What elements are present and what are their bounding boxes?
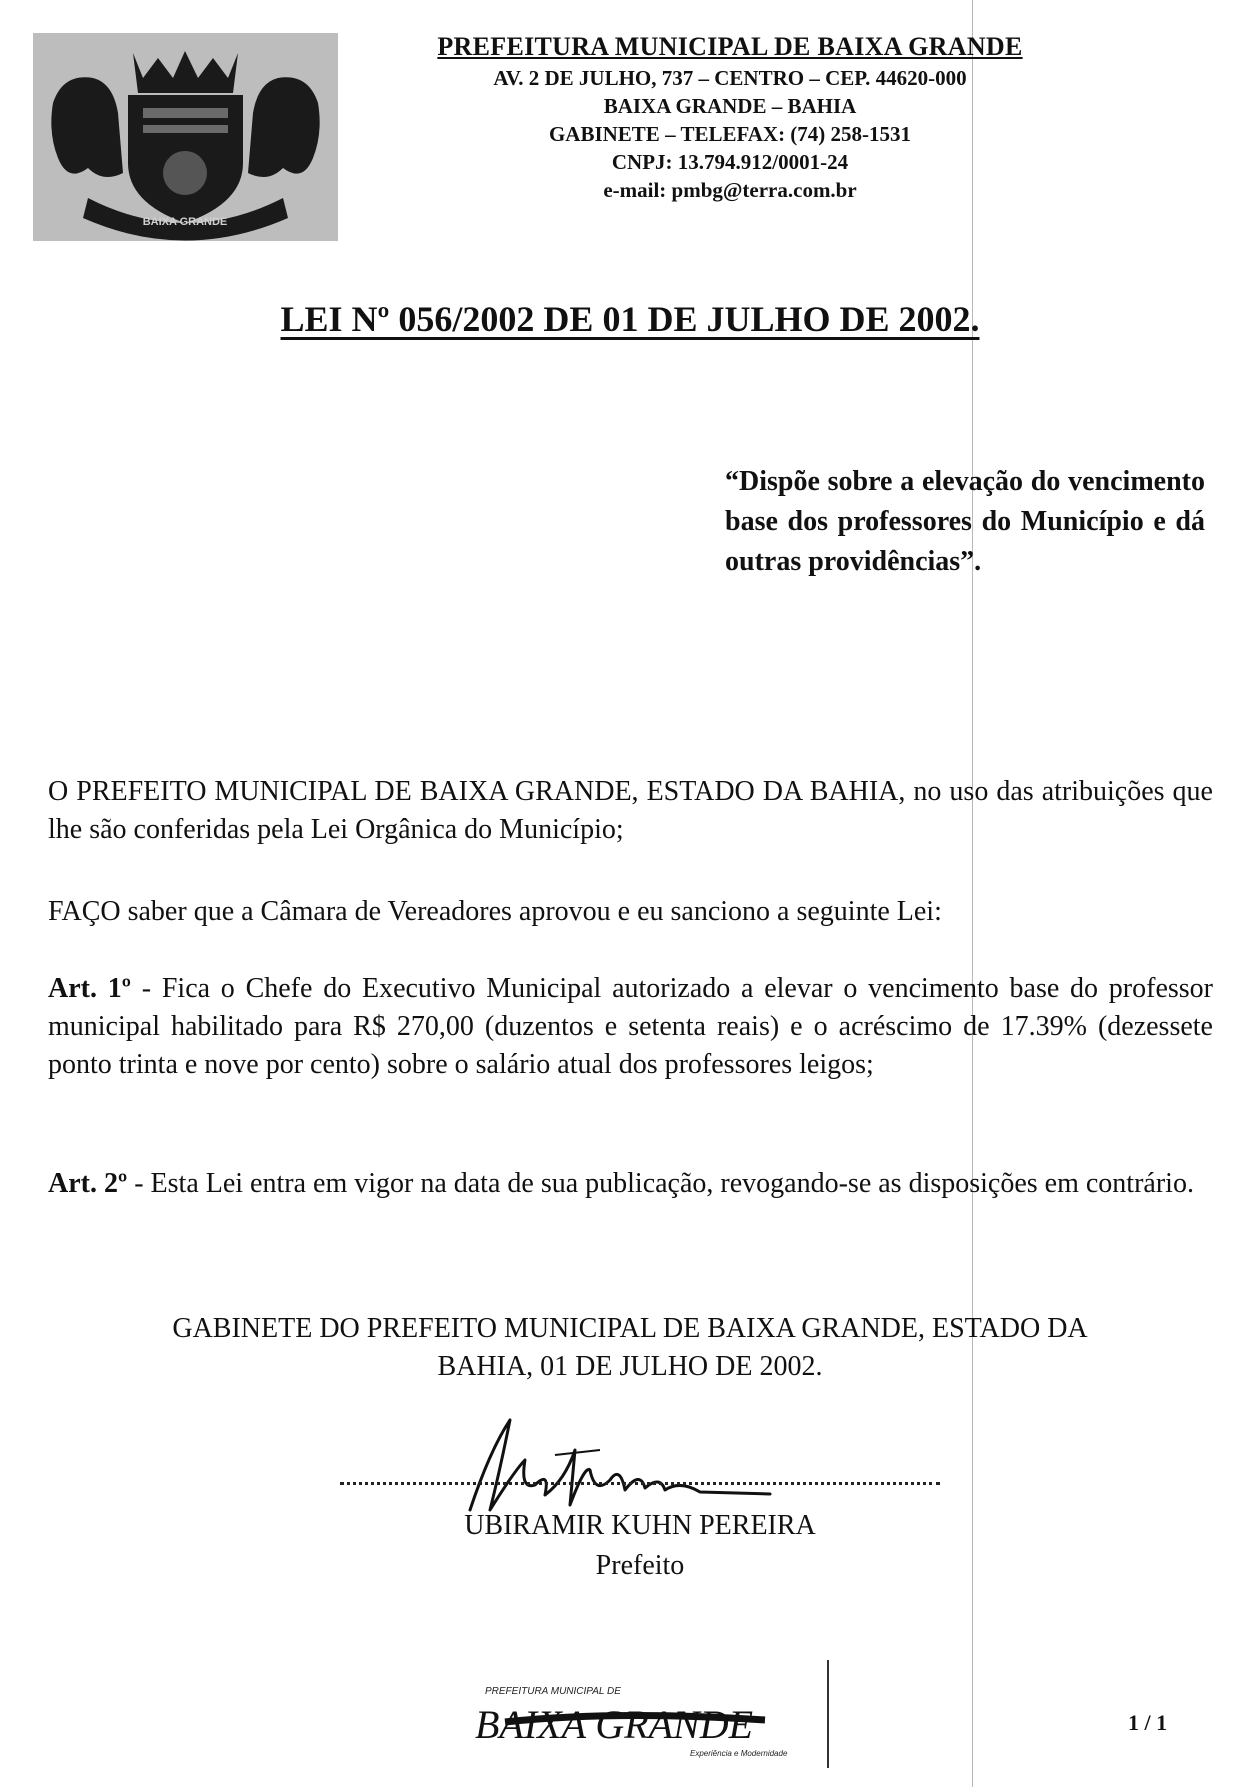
cnpj-line: CNPJ: 13.794.912/0001-24: [611, 150, 849, 174]
closing-line-2: BAHIA, 01 DE JULHO DE 2002.: [437, 1351, 823, 1382]
enactment-paragraph: FAÇO saber que a Câmara de Vereadores aprovou e eu sanciono a seguinte Lei:: [48, 896, 942, 927]
footer-divider: [827, 1660, 829, 1768]
article-1-text: - Fica o Chefe do Executivo Municipal autorizado a elevar o vencimento base do professor municipal habilitado para R$ 270,00 (duzentos e setenta reais) e o acréscimo de 17.39% (dezessete ponto trinta e nove por cento) sobre o salário atual dos professores leigos;: [48, 973, 1213, 1080]
article-2-label: Art. 2º: [48, 1168, 128, 1199]
article-2: [48, 1165, 1213, 1203]
footer-logo: [465, 1680, 805, 1770]
article-2-text: - Esta Lei entra em vigor na data de sua publicação, revogando-se as disposições em contrário.: [127, 1168, 1194, 1199]
article-1-label: Art. 1º: [48, 973, 131, 1004]
handwritten-signature: [340, 1410, 940, 1520]
email-line: e-mail: pmbg@terra.com.br: [603, 178, 857, 202]
letterhead: [380, 30, 1080, 204]
organization-name: PREFEITURA MUNICIPAL DE BAIXA GRANDE: [437, 32, 1023, 61]
article-1: [48, 970, 1213, 1084]
signatory-role: Prefeito: [595, 1550, 685, 1581]
signatory-name: UBIRAMIR KUHN PEREIRA: [464, 1510, 816, 1541]
emblem-ribbon-text: BAIXA GRANDE: [142, 216, 228, 228]
footer-logo-top-text: PREFEITURA MUNICIPAL DE: [485, 1686, 621, 1697]
footer-logo-tagline: Experiência e Modernidade: [690, 1749, 788, 1758]
phone-line: GABINETE – TELEFAX: (74) 258-1531: [548, 122, 912, 146]
footer-logo-main-text: BAIXA GRANDE: [475, 1702, 754, 1747]
intro-paragraph: O PREFEITO MUNICIPAL DE BAIXA GRANDE, ESTADO DA BAHIA, no uso das atribuições que lhe são conferidas pela Lei Orgânica do Município;: [48, 776, 1213, 845]
page-number: 1 / 1: [1128, 1710, 1168, 1735]
coat-of-arms-emblem: [33, 33, 338, 241]
city-line: BAIXA GRANDE – BAHIA: [603, 94, 857, 118]
closing-line-1: GABINETE DO PREFEITO MUNICIPAL DE BAIXA GRANDE, ESTADO DA: [172, 1313, 1088, 1344]
closing-block: [60, 1310, 1200, 1386]
address-line: AV. 2 DE JULHO, 737 – CENTRO – CEP. 44620-000: [493, 66, 967, 90]
law-summary: “Dispõe sobre a elevação do vencimento base dos professores do Município e dá outras providências”.: [725, 466, 1205, 577]
signature-line: [340, 1482, 940, 1485]
law-title: LEI Nº 056/2002 DE 01 DE JULHO DE 2002.: [280, 299, 980, 339]
